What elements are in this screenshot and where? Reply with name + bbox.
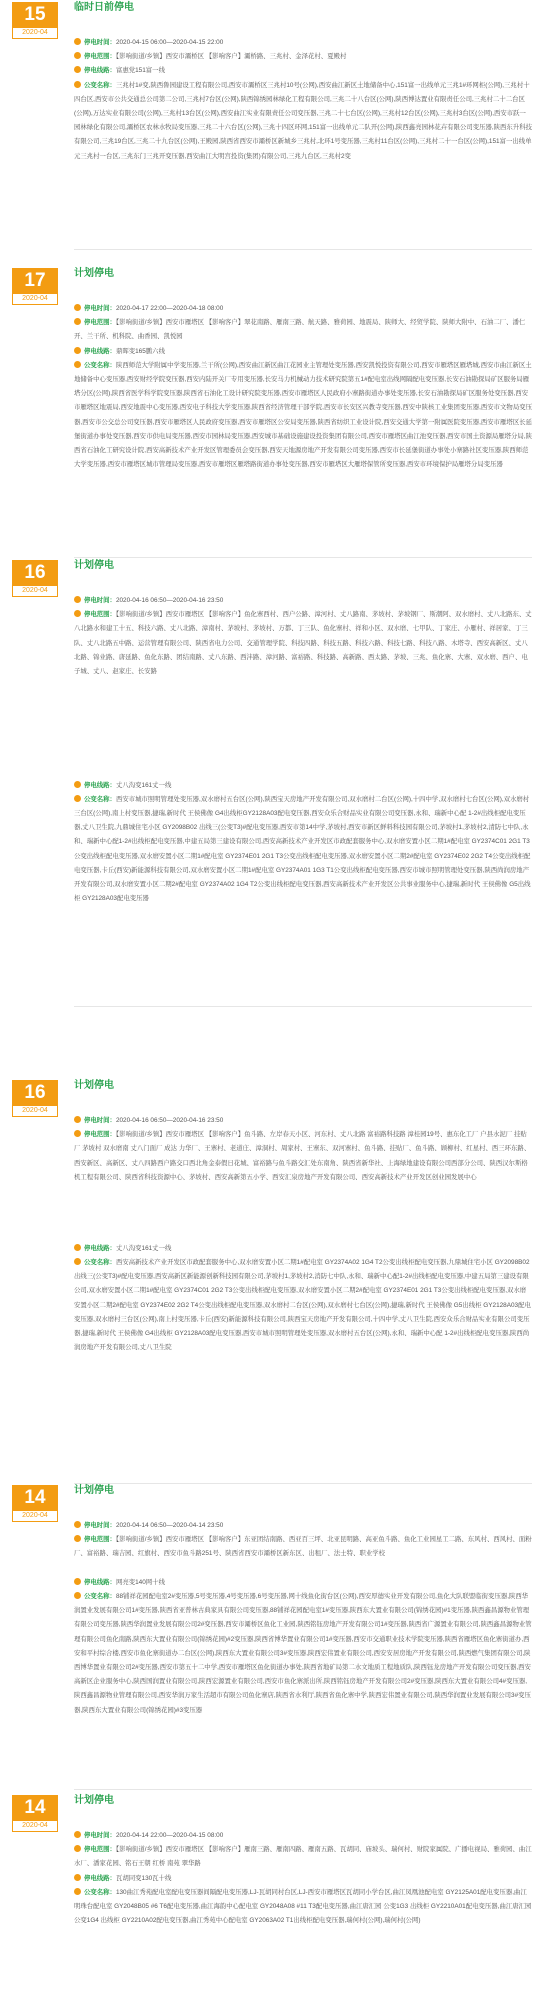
date-month: 2020-04 <box>12 28 58 39</box>
date-badge <box>12 268 58 305</box>
divider <box>74 557 532 558</box>
outage-time-label: 停电时间： <box>84 597 116 604</box>
outage-users-value: 西安市城市照明管理处变压器,双水磨村五台区(公网),陕西宝天房地产开发有限公司,双水磨村二台区(公网),十四中学,双水磨村七台区(公网),双水磨村三台区(公网),南上村变压器,捷瑞,新时代 王侯佛像 G4出线柜GY2128A03配电变压器,西安众乐合财品实业有限公司变压器,永和、瑞新中心配 1-2#出线柜配电变压器,丈八卫生院,九鼎城住宅小区 GY2098B02 出线三(公变T3)#配电变压器,西安市第14中学,茅坡村,西安市新区鲜料科技园有限公司,茅坡村1,茅坡村2,清防七中队,永和、瑞新中心配1-2#出线柜配电变压器,中建五局第三建设有限公司,西安高新技术产业开发区市政配套服务中心,双水磨安置小区二期1#配电室 GY2374C01 2G1 T3公变出线柜配电变压器,双水磨安置小区二期1#配电室 GY2374E01 2G1 T3公变出线柜配电变压器,双水磨安置小区二期2#配电室 GY2374E02 2G2 T4公变出线柜配电变压器,卡丘(西安)新能源科技有限公司,双水磨安置小区二期1#配电室 GY2374A01 1G3 T1公变出线柜配电变压器,西安市城市照明管理处变压器,陕西尚润房地产开发有限公司,双水磨安置小区二期2#配电室 GY2374A02 1G4 T2公变出线柜配电变压器,西安高新技术产业开发区公共事业服务中心,捷瑞,新时代 王侯佛像 G5出线柜 GY2128A03配电变压器 <box>74 795 531 903</box>
outage-scope-label: 停电范围： <box>84 1846 116 1854</box>
outage-scope-row <box>74 1128 532 1185</box>
outage-scope-value: 【影响街道/乡镇】西安市雁塔区 【影响客户】鱼化寨西村、西户公路、漳河村、丈八路南、茅坡村、茅坡钢厂、斯潮阿、双水磨村、丈八北路东、丈八北路水和建工十五、科技六路、丈八北路、漳南村、茅坡村、茅坡村、万都、丁三队、鱼化寨村、祥和小区、双水磨、七甲队、丁家庄、小雁村、祥居家、丁三队、丈八北路五中路、运营管理有限公司、陕西省电力公司、交通管理学院、科技四路、科技五路、科技六路、科技七路、科技八路、木塔寺、西安高新区、丈八北路、锦业路、唐延路、鱼化东路、团结南路、丈八东路、西沣路、漳河路、富裕路、科技路、高新路、西太路、茅坡、三兆、鱼化寨、大寨、双水磨、西户、电子城、丈八、赵家庄、长安路 <box>74 611 532 675</box>
outage-time-row <box>74 1829 532 1843</box>
date-day: 16 <box>12 560 58 586</box>
outage-users-row <box>74 793 532 907</box>
outage-users-row <box>74 359 532 473</box>
outage-line-value: 鼎晖变165鹏六线 <box>115 347 165 355</box>
outage-line-value: 丈八沟变161丈一线 <box>115 781 172 789</box>
bullet-icon <box>74 1845 81 1852</box>
outage-users-value: 陕西师范大学附属中学变压器,兰干所(公网),西安曲江新区曲江花园业主管理处变压器,西安凯悦投资有限公司,西安市雁塔区雁塔城,西安市曲江新区土地储备中心变压器,西安财经学院变压器,西安内陆开关厂专用变压器,长安马力机械动力技术研究院第五1#配电室出线网隔配电变压器,长安石油勘探局矿区服务局雁塔分区(公网),陕西省医学科学院变压器,陕西省石油化工设计研究院变压器,西安市雁塔区人民政府小寨路街道办事处变压器,长安石油勘探局矿区服务处变压器,西安市雁塔区地震局,西安地震中心变压器,西安电子科技大学变压器,陕西省经济管理干部学院,西安市长安区兴教寺变压器,西安中陕核工业集团变压器,西安市文物局变压器,西安市公交总公司变压器,西安市雁塔区人民政府变压器,西安市雁塔区公安局变压器,陕西省纺织工业设计院,西安交通大学第一附属医院变压器,西安市雁塔区长延堡街道办事处变压器,西安市供电局变压器,西安市园林局变压器,西安城市基础设施建设投资集团有限公司,西安市雁塔区曲江池变压器,西安市国土资源局雁塔分局,陕西省石油化工研究设计院,西安高新技术产业开发区管理委员会变压器,西安天地源房地产开发有限公司变压器,西安市长延堡街道办事处小寨路社区变压器,陕西师范大学变压器,西安市雁塔区城市管理局变压器,西安市雁塔区雁塔路街道办事处变压器,西安市雁塔区大雁塔保管所变压器,西安市环境保护局雁塔分局变压器 <box>74 361 532 469</box>
outage-line-row <box>74 1872 532 1886</box>
outage-users-value: 三兆村1#变,陕西鲁园建设工程有限公司,西安市灞桥区三兆村10号(公网),西安曲江新区土地储备中心,151富一出线单元三兆1#环网柜(公网),三兆村十四台区,西安市公共交通总公司第二公司,三兆村7台区(公网),陕西锦绣园林绿化工程有限公司,三兆二十八台区(公网),陕西博达置业有限责任公司,三兆村二十二台区(公网),万达实业有限公司(公网),三兆村13台区(公网),西安曲江实业有限责任公司变压器,三兆二十七台区(公网),三兆村12台区(公网),三兆村3台区(公网),西安市跃一园林绿化有限公司,灞桥区农林水牧局变压器,三兆二十六台区(公网),三兆十四区环网,151富一出线单元二队开(公网),陕西鑫亮园林花卉有限公司变压器,陕西东升科技有限公司,三兆19台区,三兆二十九台区(公网),王殿园,陕西省西安市灞桥区新城乡三兆村,北环1号变压器,三兆村11台区(公网),三兆村二十一台区(公网),151富一出线单元三兆村一台区,三兆东门三兆开变压器,西安曲江大明宫投资(集团)有限公司,三兆九台区,三兆村2变 <box>74 81 532 160</box>
date-day: 15 <box>12 2 58 28</box>
date-day: 16 <box>12 1080 58 1106</box>
date-month: 2020-04 <box>12 294 58 305</box>
date-badge <box>12 1795 58 1832</box>
bullet-icon <box>74 66 81 73</box>
outage-time-value: 2020-04-16 06:50—2020-04-16 23:50 <box>115 1117 224 1124</box>
outage-time-value: 2020-04-14 06:50—2020-04-14 23:50 <box>115 1522 224 1529</box>
date-month: 2020-04 <box>12 1821 58 1832</box>
divider <box>74 1006 532 1007</box>
bullet-icon <box>74 347 81 354</box>
bullet-icon <box>74 795 81 802</box>
outage-scope-label: 停电范围： <box>84 611 116 619</box>
outage-title-link[interactable]: 计划停电 <box>74 1080 114 1091</box>
outage-users-value: 西安高新技术产业开发区市政配套服务中心,双水磨安置小区二期1#配电室 GY2374A02 1G4 T2公变出线柜配电变压器,九鼎城住宅小区 GY2098B02 出线三(公变T3)#配电变压器,西安高新区新能源创新科技园有限公司,茅坡村1,茅坡村2,消防七中队,永和、瑞新中心配1-2#出线柜配电变压器,中建五局第三建设有限公司,双水磨安置小区二期1#配电室 GY2374C01 2G2 T3公变出线柜配电变压器,双水磨安置小区二期2#配电室 GY2374E01 2G1 T3公变出线柜配电变压器,双水磨安置小区二期2#配电室 GY2374E02 2G2 T4公变出线柜配电变压器,双水磨村二台区(公网),双水磨村七台区(公网),捷瑞,新时代 王侯佛像 G5出线柜 GY2128A03配电变压器,双水磨村三台区(公网),南上村变压器,卡丘(西安)新能源科技有限公司,陕西宝天房地产开发有限公司,十四中学,丈八卫生院,西安众乐合财品实业有限公司变压器,捷瑞,新时代 王侯佛像 G4出线柜 GY2128A03配电变压器,西安市城市照明管理处变压器,双水磨村五台区(公网),永和、瑞新中心配 1-2#出线柜配电变压器,陕西尚润房地产开发有限公司,丈八卫生院 <box>74 1259 531 1352</box>
outage-time-row <box>74 1114 532 1128</box>
outage-line-row <box>74 345 532 359</box>
bullet-icon <box>74 361 81 368</box>
outage-users-row <box>74 1256 532 1355</box>
date-badge <box>12 560 58 597</box>
outage-title-link[interactable]: 计划停电 <box>74 560 114 571</box>
bullet-icon <box>74 1130 81 1137</box>
bullet-icon <box>74 1116 81 1123</box>
date-month: 2020-04 <box>12 1511 58 1522</box>
outage-time-value: 2020-04-14 22:00—2020-04-15 08:00 <box>115 1832 224 1839</box>
outage-line-row <box>74 1242 532 1256</box>
outage-time-row <box>74 1519 532 1533</box>
outage-title-link[interactable]: 计划停电 <box>74 268 114 279</box>
outage-time-label: 停电时间： <box>84 39 116 46</box>
bullet-icon <box>74 52 81 59</box>
outage-time-label: 停电时间： <box>84 1522 116 1529</box>
bullet-icon <box>74 318 81 325</box>
bullet-icon <box>74 781 81 788</box>
bullet-icon <box>74 1244 81 1251</box>
outage-title-link[interactable]: 计划停电 <box>74 1485 114 1496</box>
bullet-icon <box>74 596 81 603</box>
outage-users-row <box>74 1886 532 1929</box>
outage-line-row <box>74 779 532 793</box>
outage-title-link[interactable]: 计划停电 <box>74 1795 114 1806</box>
date-badge <box>12 1080 58 1117</box>
outage-scope-row <box>74 316 532 344</box>
outage-title-link[interactable]: 临时日前停电 <box>74 2 134 13</box>
bullet-icon <box>74 1874 81 1881</box>
outage-users-row <box>74 1590 532 1718</box>
outage-scope-label: 停电范围： <box>84 1131 116 1139</box>
outage-line-value: 网亮变140网十线 <box>115 1578 165 1586</box>
outage-scope-label: 停电范围： <box>84 1536 116 1544</box>
outage-scope-row <box>74 50 532 64</box>
outage-time-label: 停电时间： <box>84 305 116 312</box>
bullet-icon <box>74 38 81 45</box>
outage-time-row <box>74 594 532 608</box>
outage-scope-value: 【影响街道/乡镇】西安市雁塔区 【影响客户】东亚团结南路、西亚百三坪、北亚昆明路、高亚鱼斗路、鱼化工业园星工二路、东风村、西风村、面粉厂、富裕路、瑞吉园、红旗村、西安市鱼斗路251号、陕西省西安市灞桥区新东区、出租厂、法士特、职业学校 <box>74 1536 532 1558</box>
outage-line-value: 瓦胡同变130瓦十线 <box>115 1874 172 1882</box>
outage-line-label: 停电线路： <box>84 1244 116 1252</box>
bullet-icon <box>74 1888 81 1895</box>
outage-users-row <box>74 79 532 164</box>
date-day: 14 <box>12 1795 58 1821</box>
date-month: 2020-04 <box>12 1106 58 1117</box>
outage-scope-label: 停电范围： <box>84 319 116 327</box>
outage-users-value: 130曲江秀苑配电室配电变压器间隔配电变压器,LJ-瓦胡同村台区,LJ-西安市雁塔区瓦胡同小学台区,曲江凤凰池配电室 GY2125A01配电变压器,曲江明珠台配电室 GY2048B05 #6 T6配电变压器,曲江海韵中心配电室 GY2048A08 #11 T3配电变压器,曲江唐汇园 公变1G3 出线柜 GY2210A01配电变压器,曲江唐汇园 公变1G4 出线柜 GY2210A02配电变压器,曲江秀苑中心配电室 GY2063A02 T1出线柜配电变压器,瑞何村(公网),瑞何村(公网) <box>74 1888 532 1925</box>
outage-line-label: 停电线路： <box>84 67 116 75</box>
bullet-icon <box>74 304 81 311</box>
bullet-icon <box>74 1578 81 1585</box>
outage-time-label: 停电时间： <box>84 1117 116 1124</box>
outage-time-row <box>74 302 532 316</box>
outage-users-label: 公变名称： <box>84 1888 116 1896</box>
bullet-icon <box>74 1258 81 1265</box>
divider <box>74 1483 532 1484</box>
outage-scope-label: 停电范围： <box>84 53 116 61</box>
divider <box>74 1789 532 1790</box>
outage-time-label: 停电时间： <box>84 1832 116 1839</box>
outage-users-value: 88铺祥花园配电室2#变压器,5号变压器,4号变压器,6号变压器,网十线鱼化街台区(公网),西安厚德实业开发有限公司,鱼化大队联盟临街变压器,陕西华润置业发展有限公司1#变压器,陕西省亚普林古典家具有限公司变压器,88铺祥花园配电室1#变压器,陕西东大置业有限公司(锦绣花园)#1变压器,陕西鑫昌源物业管理有限公司变压器,陕西华润置业发展有限公司2#变压器,西安市灞桥区鱼化工业园,陕西铭钰房地产开发有限公司1#变压器,陕西省广源置业有限公司,陕西鑫昌源物业管理有限公司鱼化南路,陕西东大置业有限公司(锦绣花园)#2变压器,陕西省博华置业有限公司1#变压器,西安市交通职业技术学院变压器,陕西省雁塔区鱼化寨街道办,西安和平村综合楼,西安市鱼化寨街道办二台区(公网),陕西东大置业有限公司3#变压器,陕西宏伟置业有限公司,西安安居房地产开发有限公司,陕西燃气集团有限公司,陕西博华置业有限公司2#变压器,西安市第五十二中学,西安市雁塔区鱼化街道办事处,陕西省地矿局第二水文地质工程地质队,陕西钰龙房地产开发有限公司变压器,西安高新区企业服务中心,陕西国润置业有限公司,陕西宏源置业有限公司,西安市鱼化寨派出所,陕西铭钰房地产开发有限公司2#变压器,陕西东大置业有限公司4#变压器,陕西鑫昌源物业管理有限公司,西安华润万家生活超市有限公司鱼化寨店,陕西省水利厅,陕西省鱼化寨中学,陕西宏伟置业有限公司,陕西华润置业发展有限公司3#变压器,陕西东大置业有限公司(锦绣花园)#3变压器 <box>74 1593 532 1714</box>
outage-line-value: 丈八沟变161丈一线 <box>115 1244 172 1252</box>
outage-line-value: 富惠党151富一线 <box>115 67 165 75</box>
outage-time-value: 2020-04-15 06:00—2020-04-15 22:00 <box>115 39 224 46</box>
outage-time-value: 2020-04-16 06:50—2020-04-16 23:50 <box>115 597 224 604</box>
outage-users-label: 公变名称： <box>84 1593 116 1600</box>
outage-time-value: 2020-04-17 22:00—2020-04-18 08:00 <box>115 305 224 312</box>
bullet-icon <box>74 1535 81 1542</box>
date-day: 17 <box>12 268 58 294</box>
outage-line-label: 停电线路： <box>84 1874 116 1882</box>
outage-scope-row <box>74 1533 532 1561</box>
bullet-icon <box>74 1521 81 1528</box>
date-badge <box>12 2 58 39</box>
outage-scope-row <box>74 608 532 679</box>
outage-line-label: 停电线路： <box>84 1578 116 1586</box>
outage-line-label: 停电线路： <box>84 347 116 355</box>
date-month: 2020-04 <box>12 586 58 597</box>
outage-scope-value: 【影响街道/乡镇】西安市雁塔区 【影响客户】翠花南路、雁南三路、航天路、雅荷园、地震局、陕师大、经贸学院、陕师大附中、石油二厂、潘仁开、兰干所、机科院、曲香园、凯悦园 <box>74 319 526 341</box>
outage-scope-value: 【影响街道/乡镇】西安市雁塔区 【影响客户】雁南三路、雁南四路、雁南五路、瓦胡同、庙坡头、瑞何村、财院家属院、广播电视局、雅荷园、曲江水厂、潘家花园、铭石王朝 红桥 南苑 翠华路 <box>74 1846 532 1868</box>
outage-time-row <box>74 36 532 50</box>
outage-line-row <box>74 64 532 78</box>
outage-users-label: 公变名称： <box>84 81 116 89</box>
outage-users-label: 公变名称： <box>84 795 116 803</box>
bullet-icon <box>74 610 81 617</box>
outage-line-label: 停电线路： <box>84 781 116 789</box>
bullet-icon <box>74 1831 81 1838</box>
outage-scope-row <box>74 1843 532 1871</box>
outage-users-label: 公变名称： <box>84 361 116 369</box>
outage-line-row <box>74 1576 532 1590</box>
bullet-icon <box>74 1592 81 1599</box>
outage-users-label: 公变名称： <box>84 1259 116 1266</box>
date-badge <box>12 1485 58 1522</box>
divider <box>74 249 532 250</box>
date-day: 14 <box>12 1485 58 1511</box>
bullet-icon <box>74 81 81 88</box>
outage-scope-value: 【影响街道/乡镇】西安市灞桥区 【影响客户】灞桥路、三兆村、金泽花村、夏殿村 <box>115 53 347 61</box>
outage-scope-value: 【影响街道/乡镇】西安市雁塔区 【影响客户】鱼斗路、左岸春天小区、河东村、丈八北路 富裕路科技路 漳桂园19号、惠东化工厂 户县水泥厂 挂贴厂 茅坡村 双水磨南 丈八门面厂 成达 力华厂、王寨村、老道庄、漳洞村、周家村、王寨东、双河寨村、鱼斗路、挂贴厂、鱼斗路、顾柳村、红星村、西三环东路、西安新区、高新区、丈八四路西户路交口西北角金泰假日花城、富裕路与鱼斗路交汇处东南角、陕西省新华社、上海绿地建设有限公司西部分公司、陕西汉尔斯格机工程有限公司、陕西省科技资源中心、茅坡村、西安高新第五小学、西安汇泉房地产开发有限公司、西安高新技术产业开发区创业园发展中心 <box>74 1131 531 1181</box>
